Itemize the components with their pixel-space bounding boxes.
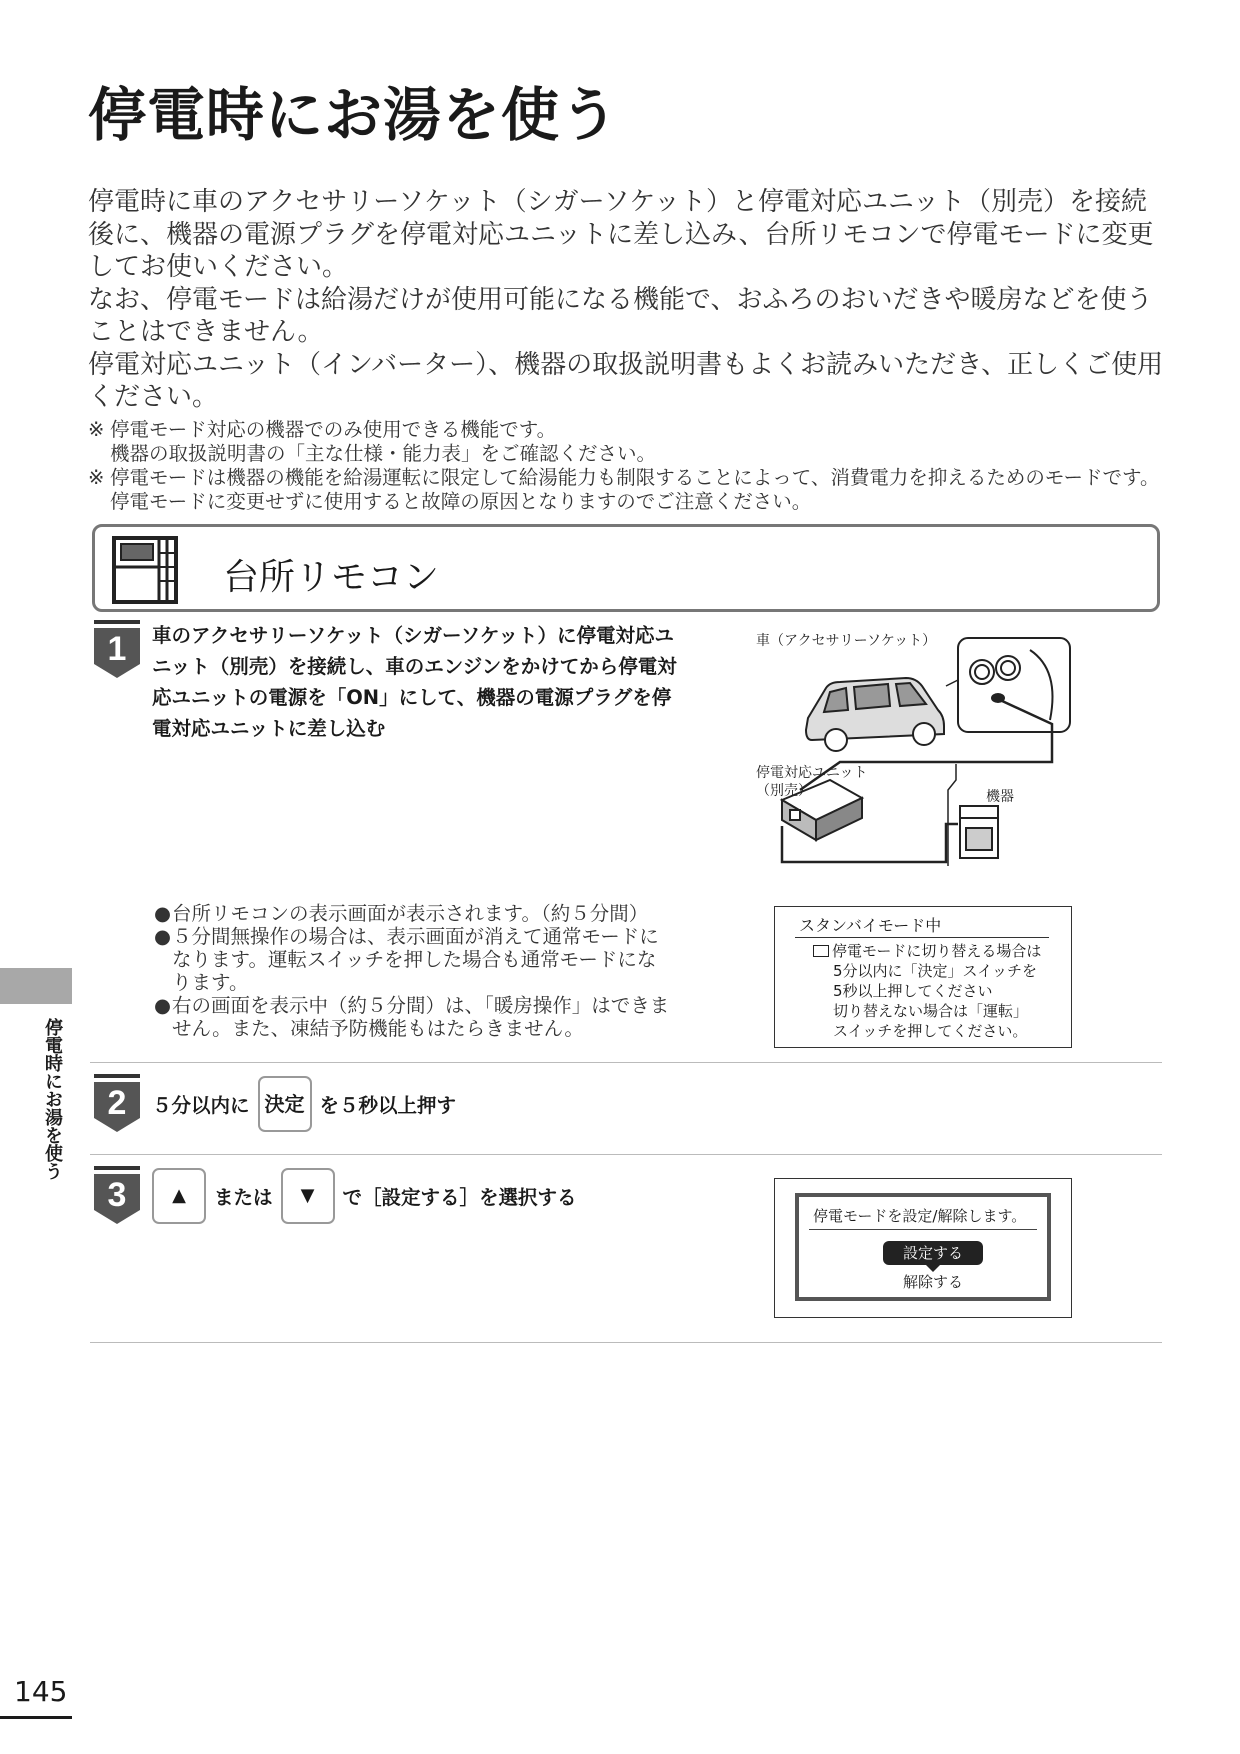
- step-instruction: 車のアクセサリーソケット（シガーソケット）に停電対応ユニット（別売）を接続し、車のエンジンをかけてから停電対応ユニットの電源を「ON」にして、機器の電源プラグを停電対応ユニットに差し込む: [152, 624, 677, 740]
- step-text-pre: ５分以内に: [152, 1094, 250, 1117]
- unit-label: 停電対応ユニット: [756, 765, 868, 781]
- section-title: 台所リモコン: [223, 557, 440, 598]
- step-text-post: で［設定する］を選択する: [342, 1186, 577, 1209]
- remote-control-icon: [111, 535, 179, 605]
- device-label: 機器: [986, 789, 1014, 805]
- chapter-tab: [0, 968, 72, 1004]
- unselected-option: 解除する: [902, 1273, 963, 1291]
- divider: [90, 1062, 1162, 1063]
- standby-screen-display: [774, 906, 1072, 1048]
- step-number: 1: [107, 630, 127, 668]
- step-number: 2: [107, 1084, 127, 1122]
- step-instruction: [152, 1168, 577, 1224]
- intro-text: [88, 186, 1168, 414]
- connection-illustration: [756, 630, 1080, 870]
- page-number: 145: [14, 1675, 68, 1708]
- chapter-label: 停電時にお湯を使う: [42, 1018, 63, 1180]
- selected-option: 設定する: [883, 1241, 983, 1265]
- step-number-badge: [94, 1166, 140, 1226]
- step-text-or: または: [214, 1186, 273, 1209]
- intro-paragraph: 停電対応ユニット（インバーター）、機器の取扱説明書もよくお読みいただき、正しくご使用ください。: [88, 349, 1164, 412]
- step-number-badge: [94, 1074, 140, 1134]
- car-connection-diagram: [760, 630, 1080, 870]
- page-number-underline: [0, 1716, 72, 1719]
- screen-question: 停電モードを設定/解除します。: [813, 1207, 1027, 1225]
- screen-message: 停電モードに切り替える場合は 5分以内に「決定」スイッチを 5秒以上押してください 切り替えない場合は「運転」 スイッチを押してください。: [813, 941, 1041, 1041]
- bullet-item: ● 台所リモコンの表示画面が表示されます。（約５分間）: [154, 902, 649, 925]
- section-header: [92, 524, 1160, 612]
- note-subtext: 機器の取扱説明書の「主な仕様・能力表」をご確認ください。: [110, 442, 657, 465]
- step-notes: [154, 902, 674, 1040]
- step-instruction: [152, 1076, 456, 1132]
- note-mark: ※: [88, 466, 105, 489]
- car-label: 車（アクセサリーソケット）: [756, 633, 937, 649]
- settings-screen-display: [774, 1178, 1072, 1318]
- water-heater-icon: [960, 806, 998, 858]
- car-icon: [806, 678, 944, 751]
- note-item: [88, 466, 1168, 514]
- intro-paragraph: 停電時に車のアクセサリーソケット（シガーソケット）と停電対応ユニット（別売）を接続後に、機器の電源プラグを停電対応ユニットに差し込み、台所リモコンで停電モードに変更してお使いください。: [88, 187, 1154, 282]
- unit-sold-separately-label: （別売）: [756, 783, 812, 799]
- decide-key-icon: 決定: [258, 1076, 312, 1132]
- bullet-item: ● ５分間無操作の場合は、表示画面が消えて通常モードになります。運転スイッチを押した場合も通常モードになります。: [154, 925, 659, 994]
- divider: [90, 1154, 1162, 1155]
- page-title: 停電時にお湯を使う: [88, 81, 620, 149]
- intro-paragraph: なお、停電モードは給湯だけが使用可能になる機能で、おふろのおいだきや暖房などを使うことはできません。: [88, 284, 1153, 347]
- note-mark: ※: [88, 418, 105, 441]
- note-item: [88, 418, 1168, 466]
- socket-inset: [958, 638, 1070, 732]
- screen-header: スタンバイモード中: [799, 916, 942, 935]
- divider: [90, 1342, 1162, 1343]
- down-key-icon: ▼: [281, 1168, 335, 1224]
- note-text: 停電モードは機器の機能を給湯運転に限定して給湯能力も制限することによって、消費電力を抑えるためのモードです。停電モードに変更せずに使用すると故障の原因となりますのでご注意ください。: [110, 466, 1160, 513]
- step-number: 3: [107, 1176, 127, 1214]
- step-number-badge: [94, 620, 140, 680]
- bullet-item: ● 右の画面を表示中（約５分間）は、「暖房操作」はできません。また、凍結予防機能もはたらきません。: [154, 994, 670, 1040]
- note-text: 停電モード対応の機器でのみ使用できる機能です。: [110, 418, 557, 441]
- step-text-post: を５秒以上押す: [319, 1094, 457, 1117]
- remote-mini-icon: [813, 945, 829, 957]
- notes: [88, 418, 1168, 514]
- up-key-icon: ▲: [152, 1168, 206, 1224]
